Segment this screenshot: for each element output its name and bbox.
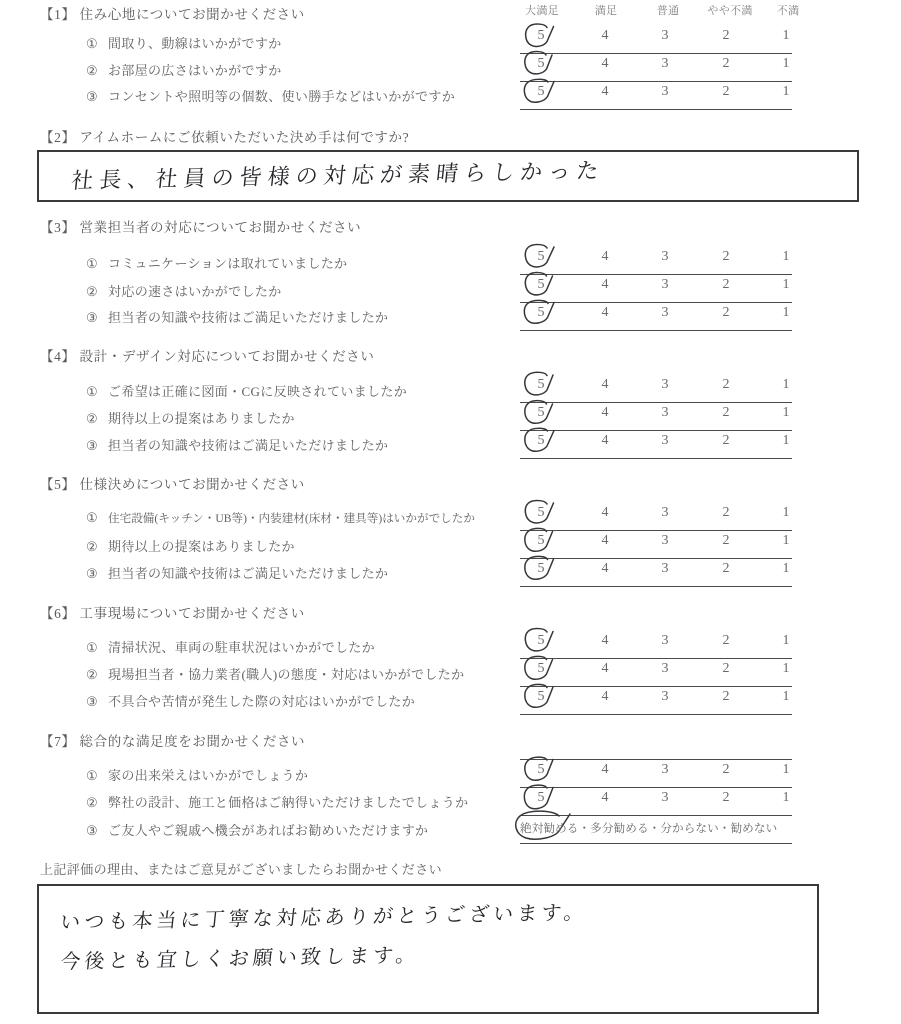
question-label: 間取り、動線はいかがですか	[108, 36, 282, 51]
rating-value-5[interactable]: 5	[537, 249, 545, 264]
question-label: 弊社の設計、施工と価格はご納得いただけましたでしょうか	[108, 795, 469, 810]
rating-row[interactable]	[520, 503, 792, 531]
question-marker: ③	[86, 89, 99, 104]
question-1-2	[86, 60, 282, 79]
rating-row[interactable]	[520, 431, 792, 459]
handwritten-comment-line-2: 今後とも宜しくお願い致します。	[59, 942, 421, 974]
scale-label-4: 満足	[594, 5, 618, 17]
rating-value-5[interactable]: 5	[537, 28, 545, 43]
question-marker: ②	[86, 63, 99, 78]
rating-value-4[interactable]: 4	[601, 277, 609, 292]
question-marker: ①	[86, 768, 99, 783]
rating-value-3[interactable]: 3	[661, 56, 669, 71]
rating-value-5[interactable]: 5	[537, 533, 545, 548]
question-label: ご希望は正確に図面・CGに反映されていましたか	[108, 384, 408, 399]
rating-value-2[interactable]: 2	[722, 433, 730, 448]
question-marker: ①	[86, 510, 98, 525]
question-6-3	[86, 691, 415, 710]
handwritten-answer-q2: 社長、社員の皆様の対応が素晴らしかった	[69, 158, 606, 195]
section-heading-3	[40, 216, 361, 236]
answer-box-comment[interactable]	[37, 884, 819, 1014]
question-marker: ①	[86, 384, 99, 399]
rating-value-5[interactable]: 5	[537, 633, 545, 648]
question-label: 対応の速さはいかがでしたか	[108, 284, 282, 299]
rating-value-1[interactable]: 1	[782, 377, 790, 392]
rating-value-4[interactable]: 4	[601, 249, 609, 264]
rating-value-4[interactable]: 4	[601, 405, 609, 420]
section-heading-5	[40, 473, 305, 493]
rating-row[interactable]	[520, 687, 792, 715]
rating-value-2[interactable]: 2	[722, 533, 730, 548]
rating-value-1[interactable]: 1	[782, 84, 790, 99]
rating-table-5	[520, 503, 792, 587]
rating-row[interactable]	[520, 26, 792, 54]
rating-value-4[interactable]: 4	[601, 633, 609, 648]
rating-value-3[interactable]: 3	[661, 433, 669, 448]
question-marker: ③	[86, 823, 99, 838]
rating-value-5[interactable]: 5	[537, 433, 545, 448]
rating-value-4[interactable]: 4	[601, 84, 609, 99]
rating-value-3[interactable]: 3	[661, 533, 669, 548]
question-5-1	[86, 510, 475, 526]
section-number-5: 【5】	[40, 477, 76, 492]
rating-value-1[interactable]: 1	[782, 249, 790, 264]
rating-row[interactable]	[520, 82, 792, 110]
question-label: コンセントや照明等の個数、使い勝手などはいかがですか	[108, 89, 456, 104]
rating-row[interactable]	[520, 275, 792, 303]
rating-value-2[interactable]: 2	[722, 84, 730, 99]
rating-value-2[interactable]: 2	[722, 689, 730, 704]
rating-row[interactable]	[520, 559, 792, 587]
rating-value-2[interactable]: 2	[722, 377, 730, 392]
recommendation-options[interactable]: 絶対勧める・多分勧める・分からない・勧めない	[520, 822, 778, 835]
question-3-3	[86, 307, 388, 326]
rating-value-4[interactable]: 4	[601, 533, 609, 548]
rating-value-1[interactable]: 1	[782, 505, 790, 520]
question-label: コミュニケーションは取れていましたか	[108, 256, 348, 271]
rating-value-5[interactable]: 5	[537, 505, 545, 520]
question-marker: ②	[86, 411, 99, 426]
question-4-2	[86, 408, 295, 427]
rating-value-3[interactable]: 3	[661, 84, 669, 99]
question-marker: ③	[86, 438, 99, 453]
rating-row[interactable]	[520, 788, 792, 816]
rating-value-5[interactable]: 5	[537, 405, 545, 420]
question-marker: ②	[86, 284, 99, 299]
rating-row[interactable]	[520, 631, 792, 659]
rating-value-4[interactable]: 4	[601, 433, 609, 448]
section-number-2: 【2】	[40, 130, 76, 145]
rating-value-5[interactable]: 5	[537, 377, 545, 392]
section-number-6: 【6】	[40, 606, 76, 621]
question-label: 不具合や苦情が発生した際の対応はいかがでしたか	[108, 694, 416, 709]
section-title-2: アイムホームにご依頼いただいた決め手は何ですか?	[79, 130, 410, 145]
section-title-3: 営業担当者の対応についてお聞かせください	[79, 220, 362, 235]
rating-value-2[interactable]: 2	[722, 633, 730, 648]
scale-label-2: やや不満	[707, 5, 753, 17]
rating-value-2[interactable]: 2	[722, 305, 730, 320]
scale-header	[520, 2, 798, 18]
question-label: お部屋の広さはいかがですか	[108, 63, 282, 78]
section-heading-2	[40, 126, 409, 146]
question-3-1	[86, 253, 348, 272]
question-4-1	[86, 381, 407, 400]
rating-value-4[interactable]: 4	[601, 561, 609, 576]
rating-value-1[interactable]: 1	[782, 790, 790, 805]
rating-value-2[interactable]: 2	[722, 28, 730, 43]
question-marker: ③	[86, 694, 99, 709]
rating-value-3[interactable]: 3	[661, 405, 669, 420]
rating-value-3[interactable]: 3	[661, 561, 669, 576]
rating-value-4[interactable]: 4	[601, 305, 609, 320]
rating-table-6	[520, 631, 792, 715]
question-label: 家の出来栄えはいかがでしょうか	[108, 768, 309, 783]
rating-row[interactable]	[520, 659, 792, 687]
question-label: 担当者の知識や技術はご満足いただけましたか	[108, 310, 389, 325]
question-label: 清掃状況、車両の駐車状況はいかがでしたか	[108, 640, 376, 655]
rating-row[interactable]	[520, 247, 792, 275]
question-marker: ②	[86, 667, 99, 682]
rating-value-5[interactable]: 5	[537, 790, 545, 805]
question-marker: ③	[86, 310, 99, 325]
rating-value-5[interactable]: 5	[537, 277, 545, 292]
rating-table-7	[520, 759, 792, 844]
question-7-3	[86, 820, 428, 839]
rating-value-5[interactable]: 5	[537, 689, 545, 704]
footer-prompt: 上記評価の理由、またはご意見がございましたらお聞かせください	[40, 862, 443, 877]
rating-value-5[interactable]: 5	[537, 56, 545, 71]
question-marker: ②	[86, 539, 99, 554]
rating-value-3[interactable]: 3	[661, 277, 669, 292]
rating-row[interactable]	[520, 303, 792, 331]
handwritten-comment-line-1: いつも本当に丁寧な対応ありがとうございます。	[59, 899, 590, 935]
rating-value-3[interactable]: 3	[661, 762, 669, 777]
question-5-3	[86, 563, 388, 582]
question-marker: ③	[86, 566, 99, 581]
question-label: 期待以上の提案はありましたか	[108, 411, 295, 426]
section-heading-1	[40, 3, 305, 23]
rating-value-1[interactable]: 1	[782, 28, 790, 43]
section-heading-4	[40, 345, 374, 365]
rating-value-4[interactable]: 4	[601, 505, 609, 520]
rating-row[interactable]	[520, 375, 792, 403]
rating-value-1[interactable]: 1	[782, 277, 790, 292]
rating-row[interactable]	[520, 403, 792, 431]
rating-value-1[interactable]: 1	[782, 56, 790, 71]
rating-row[interactable]	[520, 54, 792, 82]
rating-value-3[interactable]: 3	[661, 661, 669, 676]
section-number-4: 【4】	[40, 349, 76, 364]
rating-value-3[interactable]: 3	[661, 633, 669, 648]
rating-value-3[interactable]: 3	[661, 249, 669, 264]
rating-table-3	[520, 247, 792, 331]
section-title-6: 工事現場についてお聞かせください	[79, 606, 305, 621]
rating-table-1	[520, 26, 792, 110]
rating-value-2[interactable]: 2	[722, 405, 730, 420]
rating-value-2[interactable]: 2	[722, 505, 730, 520]
rating-value-1[interactable]: 1	[782, 633, 790, 648]
rating-value-3[interactable]: 3	[661, 377, 669, 392]
rating-value-4[interactable]: 4	[601, 56, 609, 71]
question-1-3	[86, 86, 455, 105]
rating-value-3[interactable]: 3	[661, 790, 669, 805]
question-label: ご友人やご親戚へ機会があればお勧めいただけますか	[108, 823, 429, 838]
rating-value-3[interactable]: 3	[661, 28, 669, 43]
question-label: 住宅設備(キッチン・UB等)・内装建材(床材・建具等)はいかがでしたか	[108, 512, 475, 525]
section-number-1: 【1】	[40, 7, 76, 22]
rating-value-1[interactable]: 1	[782, 561, 790, 576]
rating-value-2[interactable]: 2	[722, 561, 730, 576]
scale-label-5: 大満足	[525, 5, 559, 17]
rating-value-4[interactable]: 4	[601, 762, 609, 777]
question-label: 現場担当者・協力業者(職人)の態度・対応はいかがでしたか	[108, 667, 465, 682]
rating-value-4[interactable]: 4	[601, 689, 609, 704]
section-title-7: 総合的な満足度をお聞かせください	[79, 734, 306, 749]
rating-value-4[interactable]: 4	[601, 377, 609, 392]
rating-row[interactable]	[520, 531, 792, 559]
rating-value-1[interactable]: 1	[782, 661, 790, 676]
question-marker: ①	[86, 36, 99, 51]
question-marker: ①	[86, 256, 99, 271]
rating-value-2[interactable]: 2	[722, 249, 730, 264]
answer-box-q2[interactable]	[37, 150, 859, 202]
question-label: 期待以上の提案はありましたか	[108, 539, 295, 554]
rating-value-4[interactable]: 4	[601, 28, 609, 43]
rating-value-1[interactable]: 1	[782, 405, 790, 420]
rating-row[interactable]	[520, 759, 792, 788]
section-title-1: 住み心地についてお聞かせください	[79, 7, 305, 22]
question-4-3	[86, 435, 388, 454]
rating-value-1[interactable]: 1	[782, 689, 790, 704]
question-6-1	[86, 637, 375, 656]
rating-value-4[interactable]: 4	[601, 790, 609, 805]
question-label: 担当者の知識や技術はご満足いただけましたか	[108, 566, 389, 581]
section-number-7: 【7】	[40, 734, 76, 749]
question-3-2	[86, 281, 282, 300]
question-7-2	[86, 792, 468, 811]
recommendation-row[interactable]	[520, 816, 792, 844]
section-heading-6	[40, 602, 305, 622]
section-number-3: 【3】	[40, 220, 76, 235]
rating-value-5[interactable]: 5	[537, 561, 545, 576]
rating-value-2[interactable]: 2	[722, 56, 730, 71]
rating-value-1[interactable]: 1	[782, 433, 790, 448]
rating-value-2[interactable]: 2	[722, 661, 730, 676]
question-5-2	[86, 536, 295, 555]
scale-label-3: 普通	[656, 5, 680, 17]
question-7-1	[86, 765, 308, 784]
scale-label-1: 不満	[776, 5, 800, 17]
rating-value-4[interactable]: 4	[601, 661, 609, 676]
rating-value-2[interactable]: 2	[722, 277, 730, 292]
section-heading-7	[40, 730, 305, 750]
rating-value-3[interactable]: 3	[661, 505, 669, 520]
question-1-1	[86, 33, 282, 52]
rating-value-1[interactable]: 1	[782, 762, 790, 777]
rating-value-3[interactable]: 3	[661, 305, 669, 320]
question-marker: ②	[86, 795, 99, 810]
question-6-2	[86, 664, 464, 683]
rating-value-5[interactable]: 5	[537, 762, 545, 777]
rating-value-5[interactable]: 5	[537, 305, 545, 320]
question-label: 担当者の知識や技術はご満足いただけましたか	[108, 438, 389, 453]
rating-table-4	[520, 375, 792, 459]
rating-value-3[interactable]: 3	[661, 689, 669, 704]
section-title-5: 仕様決めについてお聞かせください	[79, 477, 305, 492]
question-marker: ①	[86, 640, 99, 655]
rating-value-2[interactable]: 2	[722, 762, 730, 777]
rating-value-5[interactable]: 5	[537, 661, 545, 676]
section-title-4: 設計・デザイン対応についてお聞かせください	[79, 349, 375, 364]
rating-value-1[interactable]: 1	[782, 305, 790, 320]
rating-value-5[interactable]: 5	[537, 84, 545, 99]
rating-value-1[interactable]: 1	[782, 533, 790, 548]
rating-value-2[interactable]: 2	[722, 790, 730, 805]
